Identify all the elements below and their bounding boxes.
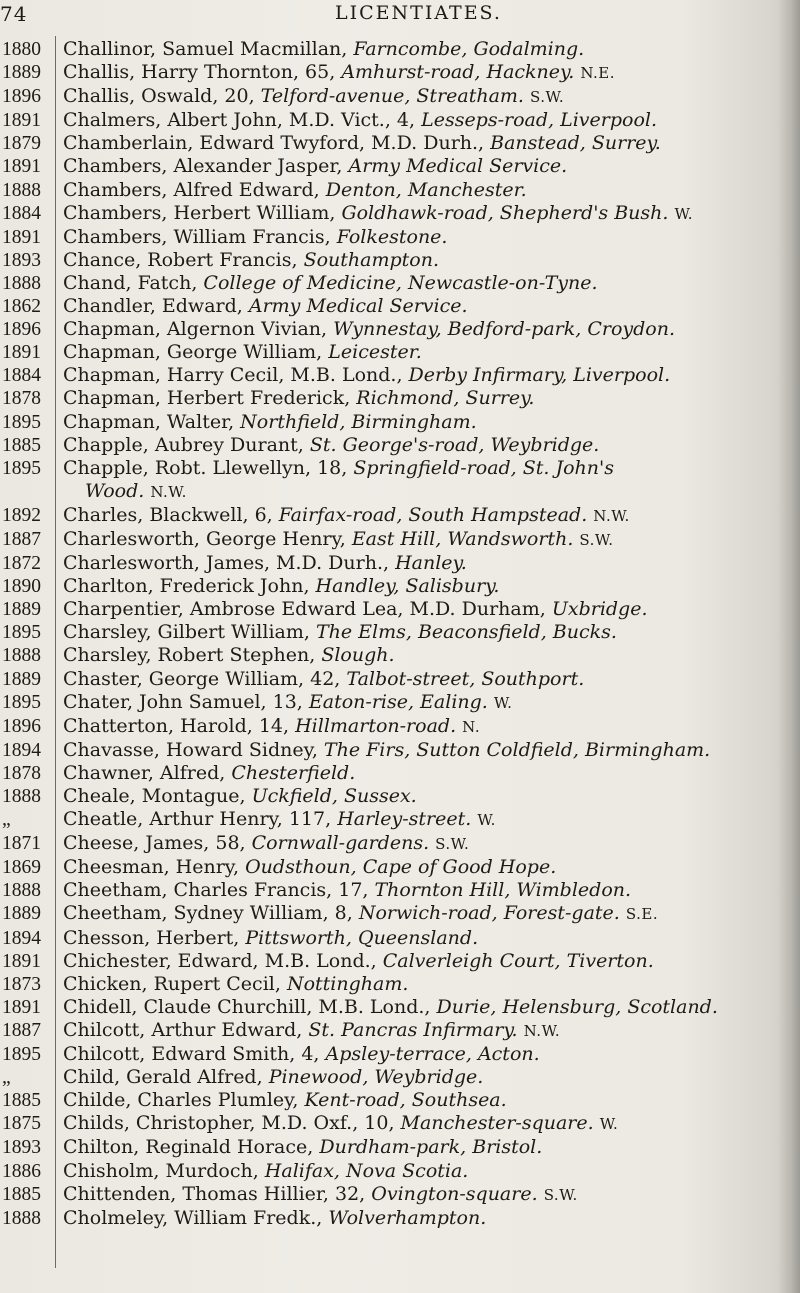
entry-address: Talbot-street, Southport. [346, 667, 585, 690]
entry-address: Thornton Hill, Wimbledon. [374, 879, 632, 902]
entry-address: Telford-avenue, Streatham. [260, 85, 524, 108]
entry-text [56, 902, 790, 926]
entry-address: Chesterfield. [231, 761, 356, 784]
list-item [0, 927, 790, 950]
entry-name: Chidell, Claude Churchill, M.B. Lond., [63, 995, 437, 1018]
entry-text [56, 295, 790, 318]
entry-name: Charles, Blackwell, 6, [63, 503, 279, 526]
list-item [0, 249, 790, 272]
list-item [0, 528, 790, 552]
entry-address: Nottingham. [286, 972, 409, 995]
entry-postal-district: S.E. [625, 905, 659, 924]
list-item [0, 1112, 790, 1136]
entry-year: 1888 [2, 786, 41, 807]
entry-address: Banstead, Surrey. [490, 132, 661, 155]
entry-address: Farncombe, Godalming. [353, 38, 585, 60]
entry-name: Charlton, Frederick John, [63, 575, 316, 598]
entry-year: 1894 [2, 739, 41, 761]
entry-year: 1878 [2, 388, 41, 410]
entry-year: 1875 [2, 1113, 41, 1135]
entry-year: 1895 [2, 691, 41, 713]
entry-address-continuation [63, 480, 790, 504]
entry-text [56, 434, 790, 457]
entry-address: Wynnestay, Bedford-park, Croydon. [333, 318, 676, 341]
entry-year: 1889 [2, 668, 41, 690]
entry-name: Chambers, Alexander Jasper, [63, 155, 349, 178]
entry-year: 1890 [2, 576, 41, 598]
entry-text [56, 528, 790, 552]
entry-address: Apsley-terrace, Acton. [325, 1043, 540, 1066]
entry-name: Cholmeley, William Fredk., [63, 1206, 329, 1229]
entry-name: Cheatle, Arthur Henry, 117, [63, 808, 338, 831]
entry-text [56, 61, 790, 85]
entry-year: 1895 [2, 622, 41, 644]
list-item [0, 1089, 790, 1112]
list-item [0, 973, 790, 996]
entry-address: Cornwall-gardens. [251, 832, 430, 855]
list-item [0, 879, 790, 902]
entry-text [56, 132, 790, 155]
entry-text [56, 950, 790, 973]
entry-postal-district: N.E. [580, 64, 615, 83]
entry-text [56, 411, 790, 434]
entry-name: Cheese, James, 58, [63, 832, 252, 855]
entry-address: Springfield-road, St. John's [353, 456, 614, 479]
entry-year: 1891 [2, 110, 41, 132]
entry-year: 1888 [2, 179, 41, 201]
entry-text [56, 341, 790, 364]
entry-name: Chance, Robert Francis, [63, 248, 304, 271]
entry-year: 1889 [2, 903, 41, 925]
entry-name: Chapman, Herbert Frederick, [63, 387, 357, 410]
entry-name: Chapple, Aubrey Durant, [63, 433, 310, 456]
entry-text [56, 226, 790, 249]
list-item [0, 61, 790, 85]
entry-address: Lesseps-road, Liverpool. [421, 109, 658, 132]
list-item [0, 85, 790, 109]
entry-name: Chamberlain, Edward Twyford, M.D. Durh., [63, 132, 491, 155]
entry-text [56, 1019, 790, 1043]
list-item [0, 109, 790, 132]
list-item [0, 38, 790, 61]
entry-postal-district: S.W. [435, 835, 470, 854]
entry-postal-district: S.W. [579, 530, 614, 549]
entry-year: 1889 [2, 62, 41, 84]
entry-postal-district: N.W. [593, 506, 630, 525]
entry-year: 1871 [2, 833, 41, 855]
entry-name: Chapman, Harry Cecil, M.B. Lond., [63, 364, 409, 387]
entry-year: 1885 [2, 434, 41, 456]
entry-postal-district: S.W. [530, 88, 565, 107]
entry-address: Eaton-rise, Ealing. [308, 690, 488, 713]
entry-text [56, 1112, 790, 1136]
entry-year: 1894 [2, 927, 41, 949]
list-item [0, 318, 790, 341]
entry-address: Uckfield, Sussex. [251, 785, 417, 807]
list-item [0, 1160, 790, 1183]
entry-year: 1891 [2, 950, 41, 972]
entry-text [56, 1089, 790, 1112]
entry-name: Charlesworth, George Henry, [63, 527, 352, 550]
entry-postal-district: S.W. [543, 1185, 578, 1204]
entry-address: Denton, Manchester. [325, 178, 527, 201]
list-item [0, 341, 790, 364]
entry-year: 1885 [2, 1183, 41, 1205]
entry-address: Pinewood, Weybridge. [268, 1066, 484, 1089]
entry-name: Challinor, Samuel Macmillan, [63, 38, 354, 60]
entry-year: 1889 [2, 599, 41, 621]
entry-year: 1885 [2, 1090, 41, 1112]
list-item [0, 598, 790, 621]
entry-text [56, 1043, 790, 1066]
entry-postal-district: W. [599, 1115, 619, 1134]
entry-address: Pittsworth, Queensland. [245, 926, 479, 949]
list-item [0, 996, 790, 1019]
entry-address: Derby Infirmary, Liverpool. [408, 364, 671, 387]
list-item [0, 132, 790, 155]
list-item [0, 621, 790, 644]
entry-address: Oudsthoun, Cape of Good Hope. [245, 856, 557, 879]
entry-address: Uxbridge. [551, 598, 648, 621]
entry-text [56, 387, 790, 410]
list-item [0, 832, 790, 856]
entry-text [56, 621, 790, 644]
list-item [0, 715, 790, 739]
entry-name: Chittenden, Thomas Hillier, 32, [63, 1182, 372, 1205]
entry-postal-district: N.W. [150, 482, 187, 501]
entry-year: „ [2, 1067, 11, 1089]
entry-name: Chapman, Walter, [63, 410, 241, 433]
entry-year: 1888 [2, 272, 41, 294]
entry-address: Handley, Salisbury. [315, 575, 500, 598]
entry-address: College of Medicine, Newcastle-on-Tyne. [203, 271, 598, 294]
entry-text [56, 552, 790, 575]
entry-text [56, 1066, 790, 1089]
list-item [0, 364, 790, 387]
entry-text [56, 1207, 790, 1230]
list-item [0, 762, 790, 785]
entry-name: Chatterton, Harold, 14, [63, 714, 296, 737]
entry-name: Chambers, Herbert William, [63, 201, 342, 224]
entry-year: 1862 [2, 296, 41, 318]
entry-name: Chapple, Robt. Llewellyn, 18, [63, 456, 354, 479]
entry-address: Fairfax-road, South Hampstead. [278, 503, 588, 526]
entry-year: 1888 [2, 1207, 41, 1229]
list-item [0, 202, 790, 226]
entry-name: Chicken, Rupert Cecil, [63, 972, 287, 995]
entry-text [56, 996, 790, 1019]
entry-year: 1879 [2, 133, 41, 155]
entry-text [56, 318, 790, 341]
entry-address: Harley-street. [337, 808, 472, 831]
entry-text [56, 598, 790, 621]
entry-year: 1872 [2, 553, 41, 575]
entry-postal-district: W. [674, 204, 694, 223]
list-item [0, 808, 790, 832]
entry-address: The Firs, Sutton Coldfield, Birmingham. [323, 738, 711, 761]
entry-address: St. George's-road, Weybridge. [309, 433, 600, 456]
entry-name: Cheesman, Henry, [63, 856, 246, 879]
entry-address: Manchester-square. [400, 1112, 594, 1135]
entry-address: Army Medical Service. [248, 295, 468, 318]
entry-name: Chilcott, Arthur Edward, [63, 1018, 309, 1041]
entry-text [56, 85, 790, 109]
entry-text [56, 832, 790, 856]
entry-year: 1869 [2, 857, 41, 879]
entry-text [56, 179, 790, 202]
entry-name: Challis, Harry Thornton, 65, [63, 61, 342, 84]
entry-name: Chambers, William Francis, [63, 225, 337, 248]
entry-text [56, 249, 790, 272]
entry-address: Hanley. [395, 552, 467, 575]
entry-name: Chater, John Samuel, 13, [63, 690, 309, 713]
entry-year: 1896 [2, 715, 41, 737]
list-item [0, 411, 790, 434]
entry-postal-district: N.W. [523, 1021, 561, 1040]
entry-name: Chawner, Alfred, [63, 761, 232, 784]
entry-text [56, 575, 790, 598]
entry-name: Chambers, Alfred Edward, [63, 178, 326, 201]
entry-name: Childe, Charles Plumley, [63, 1089, 305, 1112]
entry-name: Chilton, Reginald Horace, [63, 1136, 320, 1159]
entry-name: Charlesworth, James, M.D. Durh., [63, 552, 396, 575]
entry-text [56, 504, 790, 528]
entry-postal-district: N. [462, 717, 481, 736]
entry-text [56, 739, 790, 762]
list-item [0, 387, 790, 410]
list-item [0, 739, 790, 762]
entry-name: Chilcott, Edward Smith, 4, [63, 1043, 326, 1066]
running-head: LICENTIATES. [335, 2, 502, 24]
entry-text [56, 1183, 790, 1207]
entry-name: Charsley, Robert Stephen, [63, 644, 322, 667]
list-item [0, 457, 790, 504]
entry-address: Folkestone. [336, 225, 448, 248]
entry-year: 1895 [2, 1044, 41, 1066]
entry-year: 1884 [2, 365, 41, 387]
entry-text [56, 668, 790, 691]
entry-name: Child, Gerald Alfred, [63, 1066, 269, 1089]
list-item [0, 856, 790, 879]
entry-year: 1888 [2, 880, 41, 902]
entry-address: Southampton. [303, 248, 440, 271]
entry-year: 1873 [2, 973, 41, 995]
entry-name: Chaster, George William, 42, [63, 667, 347, 690]
entry-text [56, 644, 790, 667]
entry-year: „ [2, 809, 11, 831]
entry-postal-district: W. [493, 693, 513, 712]
list-item [0, 179, 790, 202]
entry-name: Chichester, Edward, M.B. Lond., [63, 949, 383, 972]
list-item [0, 226, 790, 249]
entry-name: Chapman, George William, [63, 341, 329, 364]
entries-list [0, 38, 790, 1230]
entry-name: Chand, Fatch, [63, 271, 204, 294]
entry-address: The Elms, Beaconsfield, Bucks. [315, 621, 617, 644]
entry-year: 1891 [2, 996, 41, 1018]
entry-name: Chisholm, Murdoch, [63, 1159, 265, 1182]
entry-text [56, 109, 790, 132]
entry-year: 1896 [2, 319, 41, 341]
entry-year: 1891 [2, 342, 41, 364]
list-item [0, 504, 790, 528]
entry-address: Halifax, Nova Scotia. [264, 1159, 469, 1182]
list-item [0, 575, 790, 598]
entry-address: Northfield, Birmingham. [240, 410, 477, 433]
list-item [0, 155, 790, 178]
entry-year: 1886 [2, 1160, 41, 1182]
list-item [0, 1019, 790, 1043]
entry-address: Amhurst-road, Hackney. [341, 61, 575, 84]
list-item [0, 1207, 790, 1230]
list-item [0, 1183, 790, 1207]
list-item [0, 1043, 790, 1066]
entry-postal-district: W. [477, 811, 496, 830]
entry-address: Calverleigh Court, Tiverton. [382, 949, 654, 972]
page-number: 74 [0, 2, 28, 26]
entry-text [56, 272, 790, 295]
entry-name: Cheale, Montague, [63, 785, 252, 807]
entry-text [56, 785, 790, 808]
entry-text [56, 38, 790, 61]
entry-name: Challis, Oswald, 20, [63, 85, 261, 108]
entry-name: Charpentier, Ambrose Edward Lea, M.D. Durham, [63, 598, 552, 621]
entry-text [56, 1136, 790, 1159]
entry-year: 1884 [2, 202, 41, 224]
entry-name: Chesson, Herbert, [63, 926, 246, 949]
entry-text [56, 1160, 790, 1183]
entry-text [56, 973, 790, 996]
entry-text [56, 155, 790, 178]
entry-text [56, 715, 790, 739]
list-item [0, 902, 790, 926]
entry-name: Cheetham, Charles Francis, 17, [63, 879, 375, 902]
entry-text [56, 364, 790, 387]
entry-address: Wolverhampton. [328, 1206, 487, 1229]
entry-year: 1891 [2, 156, 41, 178]
entry-year: 1896 [2, 86, 41, 108]
entry-address: Leicester. [328, 341, 422, 364]
entry-text [56, 927, 790, 950]
entry-name: Cheetham, Sydney William, 8, [63, 902, 359, 925]
entry-address: St. Pancras Infirmary. [308, 1018, 518, 1041]
entry-address: Durie, Helensburg, Scotland. [436, 995, 718, 1018]
entry-address: Durdham-park, Bristol. [319, 1136, 543, 1159]
entry-text [56, 457, 790, 504]
list-item [0, 644, 790, 667]
list-item [0, 668, 790, 691]
list-item [0, 691, 790, 715]
entry-year: 1893 [2, 249, 41, 271]
entry-name: Childs, Christopher, M.D. Oxf., 10, [63, 1112, 401, 1135]
list-item [0, 434, 790, 457]
entry-name: Charsley, Gilbert William, [63, 621, 316, 644]
list-item [0, 272, 790, 295]
entry-year: 1895 [2, 457, 41, 479]
list-item [0, 295, 790, 318]
entry-year: 1891 [2, 226, 41, 248]
entry-address: Richmond, Surrey. [356, 387, 535, 410]
entry-year: 1880 [2, 39, 41, 60]
entry-year: 1878 [2, 762, 41, 784]
entry-address: Goldhawk-road, Shepherd's Bush. [341, 201, 669, 224]
list-item [0, 1066, 790, 1089]
entry-year: 1895 [2, 411, 41, 433]
entry-name: Chapman, Algernon Vivian, [63, 318, 334, 341]
entry-text [56, 879, 790, 902]
entry-address: Army Medical Service. [348, 155, 568, 178]
entry-year: 1892 [2, 504, 41, 526]
entry-text [56, 856, 790, 879]
entry-year: 1893 [2, 1137, 41, 1159]
entry-text [56, 691, 790, 715]
entry-year: 1887 [2, 528, 41, 550]
entry-address: East Hill, Wandsworth. [351, 527, 574, 550]
entry-year: 1887 [2, 1019, 41, 1041]
list-item [0, 552, 790, 575]
entry-address: Ovington-square. [371, 1182, 538, 1205]
entry-name: Chavasse, Howard Sidney, [63, 738, 324, 761]
entry-address: Slough. [321, 644, 395, 667]
entry-address: Hillmarton-road. [295, 714, 457, 737]
entry-address-cont-text: Wood. [85, 479, 145, 502]
entry-text [56, 202, 790, 226]
entry-text [56, 808, 790, 832]
list-item [0, 785, 790, 808]
entry-name: Chandler, Edward, [63, 295, 249, 318]
list-item [0, 950, 790, 973]
entry-text [56, 762, 790, 785]
list-item [0, 1136, 790, 1159]
entry-address: Kent-road, Southsea. [304, 1089, 507, 1112]
entry-name: Chalmers, Albert John, M.D. Vict., 4, [63, 109, 422, 132]
entry-address: Norwich-road, Forest-gate. [358, 902, 620, 925]
entry-year: 1888 [2, 645, 41, 667]
